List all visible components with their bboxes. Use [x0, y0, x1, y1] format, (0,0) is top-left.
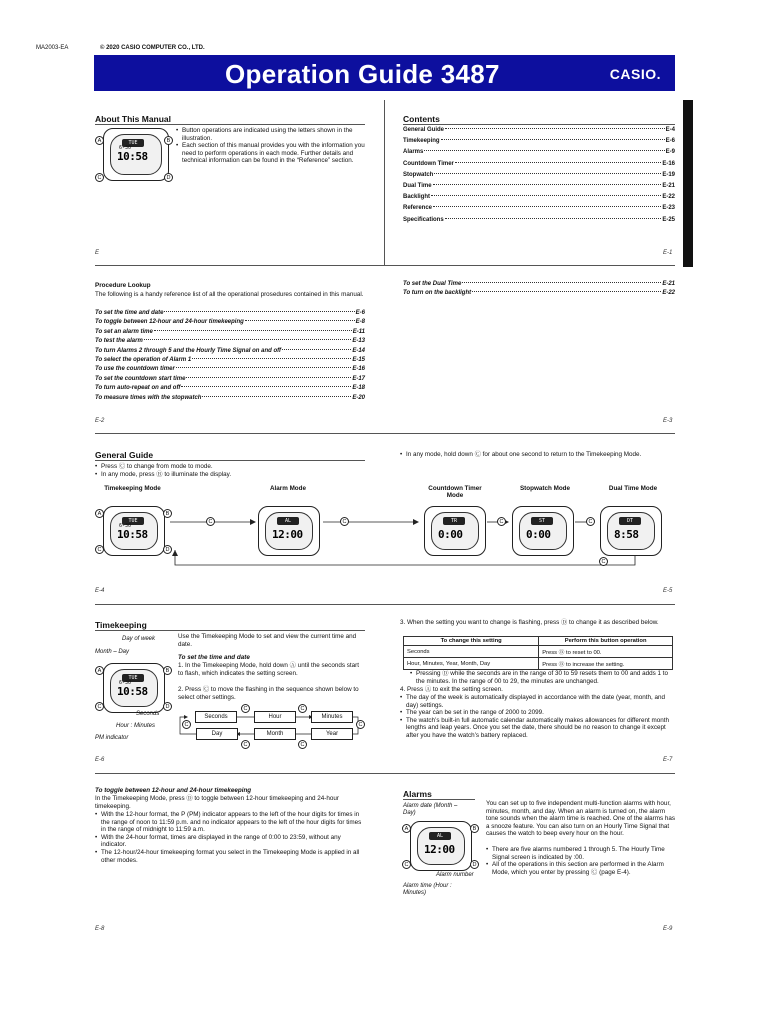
button-d-icon: D — [163, 545, 172, 554]
toc-row[interactable] — [403, 290, 675, 299]
toc-leader — [433, 184, 662, 185]
toc-leader — [472, 291, 661, 292]
page-number: E-7 — [663, 757, 673, 763]
button-a-icon: A — [95, 136, 104, 145]
page-number: E-2 — [95, 418, 105, 424]
toc-label: To set the time and date — [95, 310, 164, 316]
toc-row[interactable] — [95, 385, 365, 394]
toc-row[interactable] — [95, 357, 365, 366]
lookup-intro: The following is a handy reference list of all the operational prosedures contained in this manual. — [95, 291, 364, 298]
toc-label: To set an alarm time — [95, 328, 153, 335]
button-c-icon: C — [206, 517, 215, 526]
toc-label: To use the countdown timer — [95, 366, 175, 373]
watch-display: 0:00 — [526, 528, 551, 541]
table-header: Perform this button operation — [539, 637, 673, 646]
watch-alarm: AL 12:00 — [258, 506, 320, 556]
toc-label: To select the operation of Alarm 1 — [95, 356, 192, 363]
toc-row[interactable] — [95, 319, 365, 328]
toc-leader — [431, 195, 661, 196]
sequence-month: Month — [254, 728, 296, 740]
toggle-text: In the Timekeeping Mode, press Ⓓ to toggle between 12-hour timekeeping and 24-hour timekeeping. — [95, 795, 339, 810]
page-number: E-1 — [663, 250, 673, 256]
toc-row[interactable] — [403, 161, 675, 172]
timekeeping-heading: Timekeeping — [95, 620, 147, 630]
toc-page: E-22 — [662, 194, 675, 201]
button-c-icon: C — [586, 517, 595, 526]
label-alarm-date: Alarm date (Month – Day) — [403, 803, 458, 816]
button-c-icon: C — [340, 517, 349, 526]
general-bullet-right — [400, 451, 675, 459]
toc-leader — [441, 139, 665, 140]
watch-display: 0:00 — [438, 528, 463, 541]
sequence-minutes: Minutes — [311, 711, 353, 723]
toc-row[interactable] — [95, 376, 365, 385]
toc-leader — [192, 358, 351, 359]
timekeeping-step-2: 2. Press Ⓒ to move the flashing in the sequence shown below to select other settings. — [178, 686, 359, 701]
toc-page: E-9 — [665, 149, 675, 156]
title-banner — [94, 55, 675, 91]
page-number: E-6 — [95, 757, 105, 763]
alarms-bullet: • All of the operations in this section are performed in the Alarm Mode, which you enter by pressing Ⓒ (page E-4). — [486, 861, 675, 876]
watch-alarm-illustration: AL 12:00 — [410, 821, 472, 871]
button-c-icon: C — [95, 545, 104, 554]
toc-label: To measure times with the stopwatch — [95, 394, 202, 401]
watch-timekeeping: TUE 6-30 10:58 — [103, 506, 165, 556]
toc-leader — [455, 162, 661, 163]
toc-label: Specifications — [403, 216, 444, 223]
toc-label: To set the Dual Time — [403, 281, 462, 287]
button-c-icon: C — [241, 740, 250, 749]
page-number: E-9 — [663, 926, 673, 932]
toc-leader — [445, 128, 665, 129]
toc-label: Countdown Timer — [403, 160, 454, 167]
toc-row[interactable] — [403, 217, 675, 228]
settings-table — [403, 636, 673, 670]
toc-leader — [434, 173, 661, 174]
toc-leader — [245, 320, 355, 321]
toc-page: E-11 — [352, 328, 365, 335]
timekeeping-note: • The day of the week is automatically displayed in accordance with the date (year, month, and day) settings. — [400, 694, 675, 709]
button-c-icon: C — [241, 704, 250, 713]
alarms-bullets — [486, 846, 675, 876]
button-b-icon: B — [470, 824, 479, 833]
button-c-icon: C — [298, 740, 307, 749]
toc-row[interactable] — [403, 194, 675, 205]
button-c-icon: C — [497, 517, 506, 526]
toc-row[interactable] — [95, 338, 365, 347]
toc-label: Timekeeping — [403, 138, 440, 145]
toc-row[interactable] — [95, 348, 365, 357]
copyright: © 2020 CASIO COMPUTER CO., LTD. — [100, 45, 205, 51]
watch-display: 8:58 — [614, 528, 639, 541]
sequence-seconds: Seconds — [195, 711, 237, 723]
toc-page: E-17 — [352, 375, 365, 382]
toc-row[interactable] — [403, 281, 675, 290]
general-heading: General Guide — [95, 450, 154, 460]
timekeeping-note: • The year can be set in the range of 2000 to 2099. — [400, 709, 675, 717]
button-d-icon: D — [164, 173, 173, 182]
toc-page: E-19 — [662, 171, 675, 178]
timekeeping-notes — [400, 694, 675, 740]
table-cell: Hour, Minutes, Year, Month, Day — [404, 658, 539, 670]
about-heading: About This Manual — [95, 114, 172, 124]
toc-leader — [154, 330, 352, 331]
toggle-bullet: • With the 12-hour format, the P (PM) indicator appears to the left of the hour digits for times in the range of noon to 11:59 p.m. and no indicator appears to the left of the hour digits for times in the range of midnight to 11:59 a.m. — [95, 811, 367, 834]
label-day-of-week: Day of week — [122, 636, 156, 642]
table-cell: Press Ⓓ to increase the setting. — [539, 658, 673, 670]
sequence-day: Day — [196, 728, 238, 740]
page-number: E-5 — [663, 588, 673, 594]
alarms-heading: Alarms — [403, 789, 432, 799]
timekeeping-step-1: 1. In the Timekeeping Mode, hold down Ⓐ until the seconds start to flash, which indicates the setting screen. — [178, 662, 359, 677]
alarms-text: You can set up to five independent multi-function alarms with hour, minutes, month, and day. When an alarm is turned on, the alarm tone sounds when the alarm time is reached. One of the alarms has a snooze feature. You can also turn on an Hourly Time Signal that causes the watch to beep every hour on the hour. — [486, 800, 676, 838]
lookup-heading: Procedure Lookup — [95, 282, 151, 289]
toc-leader — [282, 349, 351, 350]
mode-label: Countdown Timer Mode — [428, 485, 482, 499]
toggle-bullets — [95, 811, 367, 864]
brand-logo: CASIO. — [609, 66, 661, 82]
timekeeping-step-4: 4. Press Ⓐ to exit the setting screen. — [400, 686, 503, 693]
label-alarm-number: Alarm number — [436, 872, 474, 878]
table-row — [404, 658, 673, 670]
toc-page: E-20 — [352, 394, 365, 401]
button-a-icon: A — [95, 666, 104, 675]
alarms-bullet: • There are five alarms numbered 1 through 5. The Hourly Time Signal screen is indicated by :00. — [486, 846, 675, 861]
toc-label: To turn auto-repeat on and off — [95, 385, 181, 392]
toc-label: Backlight — [403, 194, 431, 201]
general-bullet: • Press Ⓒ to change from mode to mode. — [95, 463, 365, 471]
toc-leader — [144, 339, 352, 340]
button-c-icon: C — [182, 720, 191, 729]
about-bullet: • Each section of this manual provides you with the information you need to perform operations in each mode. Further details and technical information can be found in the “Reference” section. — [176, 142, 366, 165]
toc-row[interactable] — [95, 329, 365, 338]
toc-page: E-21 — [662, 281, 675, 287]
page-number: E-8 — [95, 926, 105, 932]
toggle-heading: To toggle between 12-hour and 24-hour timekeeping — [95, 787, 252, 794]
toc-leader — [164, 311, 354, 312]
toc-label: General Guide — [403, 127, 445, 133]
toc-label: To turn Alarms 2 through 5 and the Hourly Time Signal on and off — [95, 347, 282, 354]
toc-label: Alarms — [403, 149, 424, 156]
toc-label: Dual Time — [403, 182, 432, 189]
timekeeping-note: • The watch’s built-in full automatic calendar automatically makes allowances for different month lengths and leap years. Once you set the date, there should be no reason to change it except after you have the watch’s battery replaced. — [400, 717, 675, 740]
toc-page: E-22 — [662, 290, 675, 297]
button-a-icon: A — [95, 509, 104, 518]
toc-leader — [462, 282, 661, 283]
button-b-icon: B — [163, 509, 172, 518]
mode-flow-arrows — [95, 500, 675, 580]
mode-label: Dual Time Mode — [608, 485, 658, 492]
toggle-bullet: • With the 24-hour format, times are displayed in the range of 0:00 to 23:59, without any indicator. — [95, 834, 367, 849]
toc-page: E-6 — [665, 138, 675, 145]
lookup-list-right — [403, 281, 675, 300]
toc-label: Stopwatch — [403, 171, 434, 178]
toc-page: E-23 — [662, 205, 675, 212]
contents-heading: Contents — [403, 114, 440, 124]
watch-countdown: TR 0:00 — [424, 506, 486, 556]
label-alarm-time: Alarm time (Hour : Minutes) — [403, 883, 452, 896]
table-cell: Seconds — [404, 646, 539, 658]
setting-note — [410, 670, 675, 685]
button-b-icon: B — [164, 136, 173, 145]
label-month-day: Month – Day — [95, 649, 130, 655]
setting-note-bullet: • Pressing Ⓓ while the seconds are in the range of 30 to 59 resets them to 00 and adds 1 to the minutes. In the range of 00 to 29, the minutes are unchanged. — [410, 670, 675, 685]
button-c-icon: C — [298, 704, 307, 713]
general-bullets — [95, 463, 365, 478]
toc-page: E-16 — [352, 366, 365, 373]
toc-row[interactable] — [403, 127, 675, 138]
toc-leader — [176, 367, 352, 368]
button-c-icon: C — [402, 860, 411, 869]
toc-label: To test the alarm — [95, 338, 143, 345]
toc-page: E-14 — [352, 347, 365, 354]
toc-row[interactable] — [403, 172, 675, 183]
section-tab — [683, 100, 693, 267]
toc-leader — [181, 386, 351, 387]
toc-row[interactable] — [403, 183, 675, 194]
lookup-list — [95, 310, 365, 404]
button-b-icon: B — [163, 666, 172, 675]
toc-page: E-21 — [662, 182, 675, 189]
watch-display: 12:00 — [272, 528, 303, 541]
general-bullet: • In any mode, press Ⓑ to illuminate the display. — [95, 471, 365, 479]
toc-label: To toggle between 12-hour and 24-hour timekeeping — [95, 319, 244, 326]
watch-illustration: TUE 6-30 10:58 — [103, 663, 165, 713]
toc-page: E-15 — [352, 356, 365, 363]
toc-leader — [186, 377, 351, 378]
page-title: Operation Guide 3487 — [225, 59, 500, 89]
toc-leader — [424, 150, 664, 151]
page-number: E-4 — [95, 588, 105, 594]
label-hour-minutes: Hour : Minutes — [116, 723, 156, 729]
page-number: E — [95, 250, 100, 256]
toc-row[interactable] — [95, 395, 365, 404]
toc-leader — [445, 218, 662, 219]
table-header: To change this setting — [404, 637, 539, 646]
watch-dual-time: DT 8:58 — [600, 506, 662, 556]
toc-page: E-8 — [355, 319, 365, 326]
watch-stopwatch: ST 0:00 — [512, 506, 574, 556]
button-d-icon: D — [163, 702, 172, 711]
general-bullet: • In any mode, hold down Ⓒ for about one second to return to the Timekeeping Mode. — [400, 451, 675, 459]
contents-list — [403, 127, 675, 228]
mode-label: Alarm Mode — [269, 485, 307, 492]
toc-row[interactable] — [95, 366, 365, 375]
toggle-bullet: • The 12-hour/24-hour timekeeping format you select in the Timekeeping Mode is applied in all other modes. — [95, 849, 367, 864]
mode-label: Timekeeping Mode — [104, 485, 161, 492]
sequence-hour: Hour — [254, 711, 296, 723]
table-row — [404, 646, 673, 658]
timekeeping-intro: Use the Timekeeping Mode to set and view the current time and date. — [178, 633, 357, 648]
button-a-icon: A — [402, 824, 411, 833]
button-c-icon: C — [356, 720, 365, 729]
toc-row[interactable] — [95, 310, 365, 319]
label-pm-indicator: PM indicator — [95, 735, 129, 741]
timekeeping-subheading: To set the time and date — [178, 654, 250, 661]
toc-page: E-4 — [665, 127, 675, 133]
toc-page: E-18 — [352, 385, 365, 392]
toc-leader — [202, 396, 351, 397]
mode-label: Stopwatch Mode — [519, 485, 571, 492]
watch-display: 10:58 — [117, 528, 148, 541]
toc-label: To set the countdown start time — [95, 375, 186, 382]
button-c-icon: C — [95, 173, 104, 182]
toc-page: E-16 — [662, 160, 675, 167]
timekeeping-step-3: 3. When the setting you want to change is flashing, press Ⓓ to change it as described below. — [400, 619, 659, 626]
about-bullet: • Button operations are indicated using the letters shown in the illustration. — [176, 127, 366, 142]
toc-label: Reference — [403, 205, 433, 212]
label-seconds: Seconds — [136, 711, 160, 717]
page-number: E-3 — [663, 418, 673, 424]
toc-row[interactable] — [403, 138, 675, 149]
doc-code: MA2003-EA — [36, 45, 69, 51]
button-c-icon: C — [599, 557, 608, 566]
toc-label: To turn on the backlight — [403, 290, 472, 297]
button-d-icon: D — [470, 860, 479, 869]
toc-leader — [433, 206, 661, 207]
toc-page: E-13 — [352, 338, 365, 345]
toc-page: E-6 — [355, 310, 365, 316]
button-c-icon: C — [95, 702, 104, 711]
sequence-year: Year — [311, 728, 353, 740]
toc-row[interactable] — [403, 205, 675, 216]
table-cell: Press Ⓓ to reset to 00. — [539, 646, 673, 658]
toc-page: E-25 — [662, 216, 675, 223]
toc-row[interactable] — [403, 149, 675, 160]
watch-illustration: TUE 6-30 10:58 — [103, 128, 169, 181]
about-bullets — [176, 127, 366, 165]
